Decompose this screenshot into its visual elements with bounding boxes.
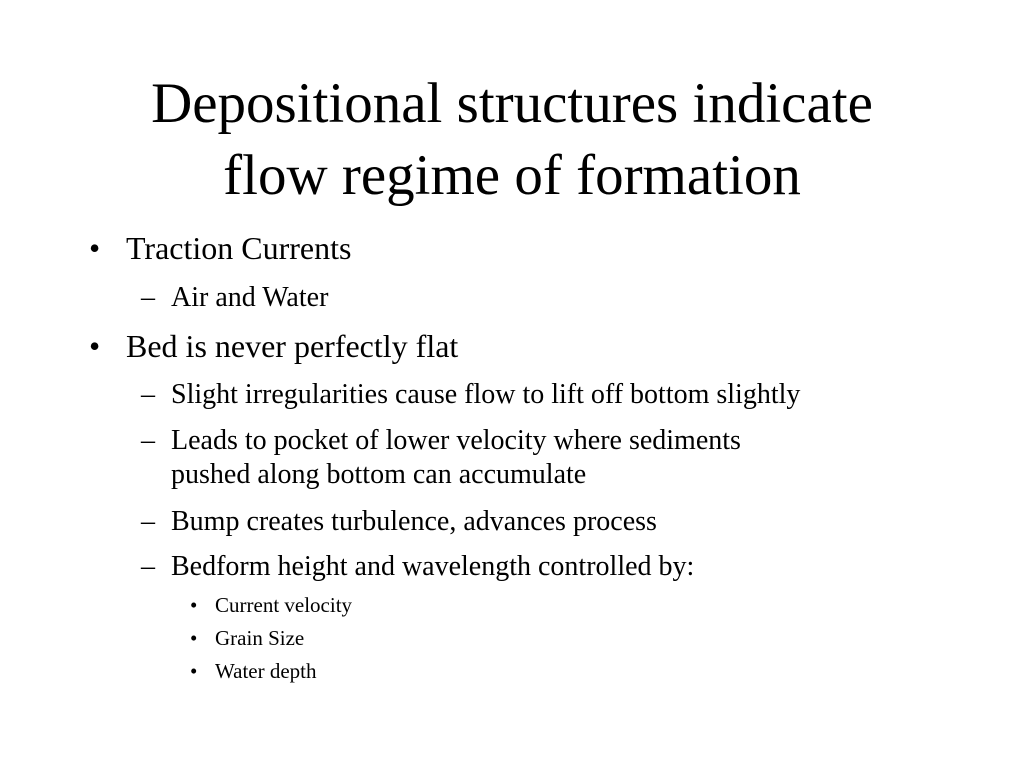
sub-sub-bullet-item: [190, 658, 317, 684]
sub-sub-bullet-item: [190, 625, 305, 651]
sub-sub-bullet-text: Water depth: [215, 659, 317, 683]
sub-sub-bullet-item: [190, 592, 353, 618]
dash-marker: –: [141, 379, 155, 410]
bullet-text: Traction Currents: [126, 230, 352, 266]
sub-sub-bullet-text: Current velocity: [215, 593, 353, 617]
sub-bullet-item: [141, 505, 657, 539]
bullet-marker: •: [89, 230, 101, 266]
bullet-item: [89, 327, 459, 365]
bullet-marker: •: [190, 659, 198, 683]
sub-bullet-item: [141, 378, 801, 412]
sub-bullet-item: [141, 550, 695, 584]
sub-bullet-text-continued: pushed along bottom can accumulate: [171, 459, 587, 490]
bullet-marker: •: [190, 593, 198, 617]
sub-bullet-item: [141, 281, 329, 315]
sub-bullet-text: Leads to pocket of lower velocity where sediments: [171, 425, 741, 456]
sub-bullet-text: Bump creates turbulence, advances process: [171, 506, 657, 537]
sub-bullet-text: Air and Water: [171, 282, 329, 313]
sub-bullet-text: Bedform height and wavelength controlled by:: [171, 551, 695, 582]
bullet-item: [89, 229, 352, 267]
sub-bullet-item: [141, 424, 741, 492]
bullet-marker: •: [89, 328, 101, 364]
bullet-marker: •: [190, 626, 198, 650]
sub-sub-bullet-text: Grain Size: [215, 626, 305, 650]
dash-marker: –: [141, 506, 155, 537]
sub-bullet-text: Slight irregularities cause flow to lift off bottom slightly: [171, 379, 801, 410]
title-line: flow regime of formation: [223, 144, 801, 207]
dash-marker: –: [141, 282, 155, 313]
bullet-text: Bed is never perfectly flat: [126, 328, 459, 364]
dash-marker: –: [141, 425, 155, 456]
title-line: Depositional structures indicate: [151, 72, 873, 135]
dash-marker: –: [141, 551, 155, 582]
